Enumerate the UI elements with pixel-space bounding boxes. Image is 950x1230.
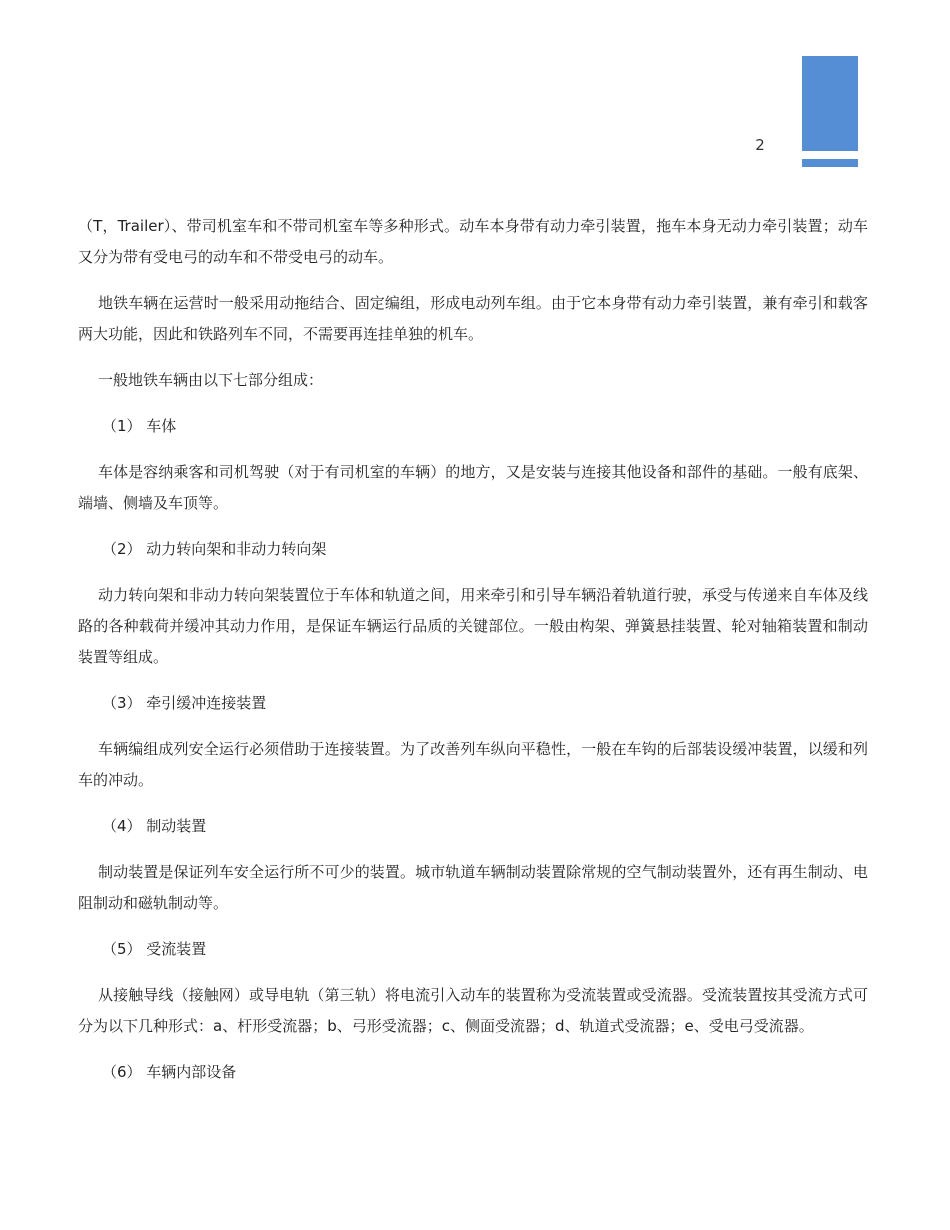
section-heading-current-collection: （5） 受流装置: [102, 940, 207, 958]
paragraph-braking: 制动装置是保证列车安全运行所不可少的装置。城市轨道车辆制动装置除常规的空气制动装置外，还有再生制动、电阻制动和磁轨制动等。: [78, 863, 868, 912]
section-heading-interior-equipment: （6） 车辆内部设备: [102, 1063, 237, 1081]
paragraph-continuation: （T，Trailer）、带司机室车和不带司机室车等多种形式。动车本身带有动力牵引装置，拖车本身无动力牵引装置；动车又分为带有受电弓的动车和不带受电弓的动车。: [78, 217, 868, 266]
section-heading-bogies: （2） 动力转向架和非动力转向架: [102, 540, 327, 558]
paragraph-operation: 地铁车辆在运营时一般采用动拖结合、固定编组，形成电动列车组。由于它本身带有动力牵引装置，兼有牵引和载客两大功能，因此和铁路列车不同，不需要再连挂单独的机车。: [78, 294, 868, 343]
header-accent-block: [802, 56, 858, 151]
paragraph-current-collection: 从接触导线（接触网）或导电轨（第三轨）将电流引入动车的装置称为受流装置或受流器。受流装置按其受流方式可分为以下几种形式：a、杆形受流器；b、弓形受流器；c、侧面受流器；d、轨道式受流器；e、受电弓受流器。: [78, 986, 868, 1035]
section-heading-coupling: （3） 牵引缓冲连接装置: [102, 694, 267, 712]
section-heading-braking: （4） 制动装置: [102, 817, 207, 835]
document-body: [78, 211, 868, 1088]
header-accent-line: [802, 159, 858, 167]
paragraph-bogies: 动力转向架和非动力转向架装置位于车体和轨道之间，用来牵引和引导车辆沿着轨道行驶，承受与传递来自车体及线路的各种载荷并缓冲其动力作用，是保证车辆运行品质的关键部位。一般由构架、弹簧悬挂装置、轮对轴箱装置和制动装置等组成。: [78, 586, 868, 666]
paragraph-coupling: 车辆编组成列安全运行必须借助于连接装置。为了改善列车纵向平稳性，一般在车钩的后部装设缓冲装置，以缓和列车的冲动。: [78, 740, 868, 789]
section-heading-car-body: （1） 车体: [102, 417, 177, 435]
paragraph-car-body: 车体是容纳乘客和司机驾驶（对于有司机室的车辆）的地方，又是安装与连接其他设备和部件的基础。一般有底架、端墙、侧墙及车顶等。: [78, 463, 868, 512]
paragraph-components-intro: 一般地铁车辆由以下七部分组成：: [98, 371, 324, 389]
page-number: 2: [755, 136, 765, 154]
